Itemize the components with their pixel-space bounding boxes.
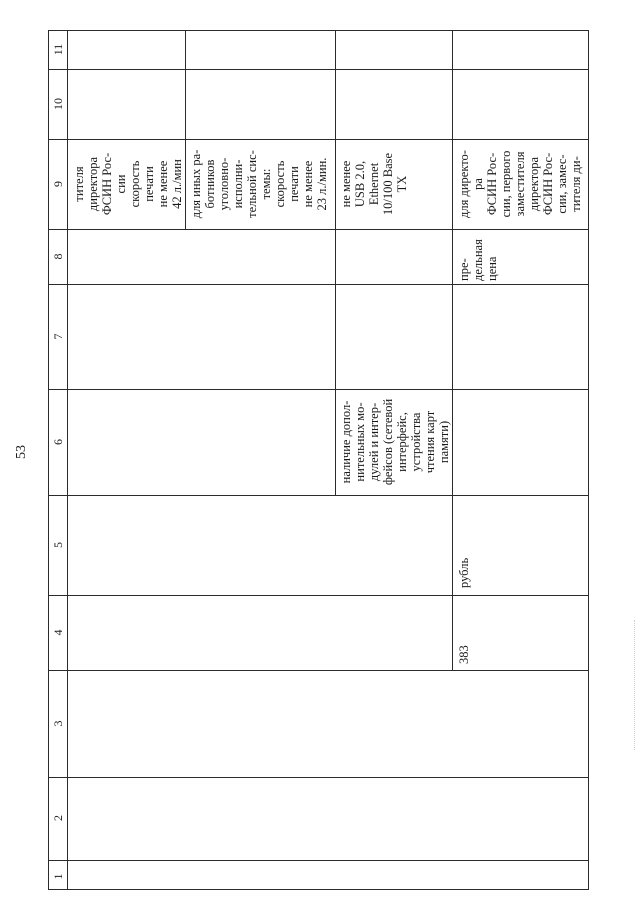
row4-col4-value: 383: [457, 645, 471, 664]
col-divider-7-6: [48, 389, 588, 390]
row2-col9-text: для иных ра- ботников уголовно- исполни- тельной сис- темы: скорость печати не менее 23 л./мин.: [189, 149, 329, 219]
table-border-left: [48, 30, 49, 890]
col-divider-8-7: [48, 284, 588, 285]
page-number: 53: [14, 445, 29, 459]
col-divider-10-9: [48, 139, 588, 140]
col-divider-2-1: [48, 860, 588, 861]
row-divider-1-2: [185, 30, 186, 230]
column-number-8: 8: [51, 253, 65, 260]
row4-col8-text: пре- дельная цена: [457, 239, 499, 281]
row3-col6-text: наличие допол- нительных мо- дулей и интер- фейсов (сетевой интерфейс, устройства чтения карт памяти): [339, 398, 451, 486]
col-divider-4-3: [48, 670, 588, 671]
column-number-4: 4: [51, 629, 65, 636]
col-divider-5-4: [48, 595, 588, 596]
row4-col9-text: для директо- ра ФСИН Рос- сии, первого заместителя директора ФСИН Рос- сии, замес- тителя ди-: [457, 150, 583, 218]
row-divider-2-3: [335, 30, 336, 496]
row4-col5-unit: рубль: [457, 557, 471, 588]
table-border-bottom: [48, 889, 588, 890]
col-divider-9-8: [48, 229, 588, 230]
row1-col9-text: тителя директора ФСИН Рос- сии скорость печати не менее 42 л./мин: [72, 152, 184, 216]
column-number-1: 1: [51, 873, 65, 880]
scan-margin-mark: [634, 620, 636, 750]
row-divider-3-4: [452, 30, 453, 671]
column-number-10: 10: [51, 98, 65, 110]
row3-col9-text: не менее USB 2.0, Ethernet 10/100 Base TX: [339, 152, 409, 216]
column-number-9: 9: [51, 181, 65, 187]
column-number-5: 5: [51, 542, 65, 548]
column-number-6: 6: [51, 439, 65, 445]
column-number-3: 3: [51, 720, 65, 727]
col-divider-11-10: [48, 69, 588, 70]
header-separator: [67, 30, 68, 890]
col-divider-3-2: [48, 777, 588, 778]
table-border-right: [588, 30, 589, 890]
column-number-2: 2: [51, 815, 65, 821]
table-border-top: [48, 30, 588, 31]
column-number-7: 7: [51, 333, 65, 340]
column-number-11: 11: [51, 43, 65, 56]
col-divider-6-5: [48, 495, 588, 496]
